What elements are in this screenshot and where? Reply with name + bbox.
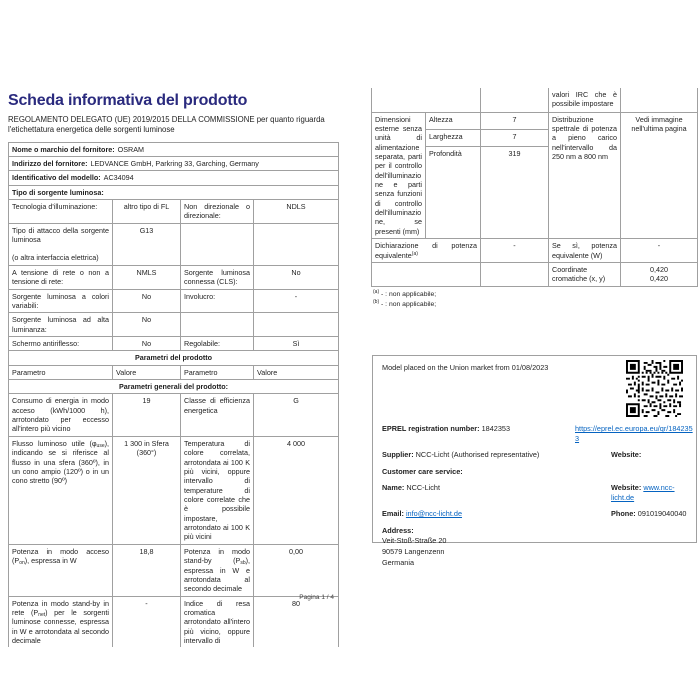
supplier-address-row xyxy=(9,156,339,170)
eprel-row xyxy=(382,424,693,443)
field-value: LEDVANCE GmbH, Parkring 33, Garching, Germany xyxy=(90,158,259,168)
param-value: altro tipo di FL xyxy=(113,200,181,224)
chromaticity-x: 0,420 xyxy=(650,264,668,274)
name-field xyxy=(382,483,575,492)
field-label: Email: xyxy=(382,509,404,519)
param-value: 80 xyxy=(254,596,339,647)
dimension-value: 7 xyxy=(481,112,549,129)
model-id-row xyxy=(9,171,339,185)
qr-code xyxy=(626,360,683,417)
footnote-marker: (a) xyxy=(373,288,380,295)
section-title: Parametri generali del prodotto: xyxy=(9,380,339,394)
address-block xyxy=(382,536,687,568)
param-value xyxy=(254,223,339,265)
field-value: NCC-Licht xyxy=(406,483,440,493)
param-value: No xyxy=(254,265,339,289)
supplier-field xyxy=(382,450,575,459)
param-value xyxy=(621,262,698,286)
label-text: Dichiarazione di potenza equivalente xyxy=(375,241,477,260)
param-value: G xyxy=(254,394,339,436)
customer-care-heading: Customer care service: xyxy=(382,466,463,476)
param-label-line: Tipo di attacco della sorgente luminosa xyxy=(12,225,109,245)
param-label xyxy=(9,544,113,596)
label-text: ), espressa in W xyxy=(24,556,77,566)
table-row xyxy=(9,596,339,647)
supplier-row xyxy=(382,450,687,459)
empty-cell xyxy=(426,163,481,239)
param-label: Coordinate cromatiche (x, y) xyxy=(549,262,621,286)
column-header: Valore xyxy=(254,365,339,379)
param-label: Temperatura di colore correlata, arrotondata ai 100 K più vicini, oppure intervallo di temperature di colore correlate che è possibile impostare, arrotondato ai 100 K più vicini xyxy=(181,436,254,544)
footnote xyxy=(373,300,697,311)
table-row xyxy=(372,239,698,263)
column-header: Parametro xyxy=(181,365,254,379)
label-text: Flusso luminoso utile (φ xyxy=(12,438,97,448)
param-label: Classe di efficienza energetica xyxy=(181,394,254,436)
empty-cell xyxy=(481,163,549,239)
param-label: A tensione di rete o non a tensione di rete: xyxy=(9,265,113,289)
field-label: EPREL registration number: xyxy=(382,424,480,434)
empty-cell xyxy=(621,88,698,112)
param-label: Non direzionale o direzionale: xyxy=(181,200,254,224)
table-row xyxy=(372,262,698,286)
subscript: net xyxy=(38,611,46,618)
footnote xyxy=(373,290,697,301)
empty-cell xyxy=(372,88,481,112)
param-label xyxy=(9,223,113,265)
page-number: Pagina 1 / 4 xyxy=(299,594,334,601)
eprel-link[interactable]: https://eprel.ec.europa.eu/qr/1842353 xyxy=(575,424,693,443)
field-label: Name: xyxy=(382,483,405,493)
eprel-registration xyxy=(382,424,575,433)
param-label: Distribuzione spettrale di potenza a pieno carico nell'intervallo da 250 nm a 800 nm xyxy=(549,112,621,239)
field-label: Phone: xyxy=(611,509,636,519)
market-info-box xyxy=(372,355,697,567)
regulation-line-2: l'etichettatura energetica delle sorgenti luminose xyxy=(8,125,175,135)
label-text: ), indicando se si riferisce al flusso in una sfera (360º), in un cono ampio (120º) o in un cono stretto (90º) xyxy=(12,438,109,486)
param-label xyxy=(181,313,254,337)
param-value: - xyxy=(621,239,698,263)
supplier-name-row xyxy=(9,142,339,156)
email-field xyxy=(382,509,575,518)
subscript: use xyxy=(96,442,105,449)
param-label: valori IRC che è possibile impostare xyxy=(549,88,621,112)
label-text: ), espressa in W e arrotondata al secondo decimale xyxy=(184,556,250,594)
email-link[interactable]: info@ncc-licht.de xyxy=(405,509,463,519)
param-value: Vedi immagine nell'ultima pagina xyxy=(621,112,698,239)
empty-cell xyxy=(372,262,481,286)
param-label: Schermo antiriflesso: xyxy=(9,336,113,350)
label-text: Potenza in modo stand-by (P xyxy=(184,546,250,566)
website-link[interactable]: www.ncc-licht.de xyxy=(611,483,675,502)
param-value: 4 000 xyxy=(254,436,339,544)
param-label xyxy=(181,223,254,265)
param-value: No xyxy=(113,289,181,313)
dimensions-row xyxy=(372,112,698,129)
footnote-text: - : non applicabile; xyxy=(381,290,437,298)
param-value: - xyxy=(254,289,339,313)
footnote-marker: (a) xyxy=(411,250,418,257)
param-value: NDLS xyxy=(254,200,339,224)
light-source-type-row xyxy=(9,185,339,199)
param-label: Sorgente luminosa ad alta luminanza: xyxy=(9,313,113,337)
product-info-table-continued xyxy=(371,88,698,287)
param-value: No xyxy=(113,336,181,350)
table-row xyxy=(9,289,339,313)
table-row xyxy=(9,436,339,544)
left-column xyxy=(8,92,338,647)
field-label: Website: xyxy=(611,483,642,493)
param-value: 1 300 in Sfera (360°) xyxy=(113,436,181,544)
label-text: Potenza in modo acceso (P xyxy=(12,546,109,566)
field-value: 091019040040 xyxy=(637,509,687,519)
subscript: on xyxy=(19,560,25,567)
right-column xyxy=(371,88,697,311)
market-placement-text: Model placed on the Union market from 01/08/2023 xyxy=(382,363,549,372)
param-label xyxy=(181,544,254,596)
regulation-subtitle xyxy=(8,115,338,136)
section-title: Parametri del prodotto xyxy=(9,351,339,365)
column-header: Parametro xyxy=(9,365,113,379)
field-label: Tipo di sorgente luminosa: xyxy=(12,187,104,197)
dimension-name: Profondità xyxy=(426,146,481,163)
field-value: 1842353 xyxy=(481,424,511,434)
dimension-value: 7 xyxy=(481,129,549,146)
address-line: Germania xyxy=(382,557,415,567)
param-label: Tecnologia d'illuminazione: xyxy=(9,200,113,224)
address-line: Veit-Stoß-Straße 20 xyxy=(382,536,447,546)
page-title: Scheda informativa del prodotto xyxy=(8,92,248,109)
dimension-value: 319 xyxy=(481,146,549,163)
chromaticity-y: 0,420 xyxy=(650,274,668,284)
email-row xyxy=(382,509,687,518)
table-row xyxy=(9,200,339,224)
product-info-table xyxy=(8,142,339,648)
field-label: Identificativo del modello: xyxy=(12,173,101,183)
column-header-row xyxy=(9,365,339,379)
column-header: Valore xyxy=(113,365,181,379)
param-value: - xyxy=(481,239,549,263)
field-label: Supplier: xyxy=(382,450,414,460)
param-label: Se sì, potenza equivalente (W) xyxy=(549,239,621,263)
param-label-line: (o altra interfaccia elettrica) xyxy=(12,253,99,263)
footnotes xyxy=(371,290,697,312)
address-heading: Address: xyxy=(382,525,414,535)
subscript: sb xyxy=(240,560,246,567)
field-label: Website: xyxy=(611,450,642,460)
param-value: 18,8 xyxy=(113,544,181,596)
address-line: 90579 Langenzenn xyxy=(382,546,445,556)
label-text: ) per le sorgenti luminose connesse, espressa in W e arrotondata al secondo decimale xyxy=(12,607,109,646)
empty-cell xyxy=(481,262,549,286)
field-label: Nome o marchio del fornitore: xyxy=(12,144,115,154)
param-label: Indice di resa cromatica arrotondato all'intero più vicino, oppure intervallo di xyxy=(181,596,254,647)
param-value: 19 xyxy=(113,394,181,436)
table-row xyxy=(9,223,339,265)
field-value: OSRAM xyxy=(117,144,144,154)
param-value: - xyxy=(113,596,181,647)
field-label: Indirizzo del fornitore: xyxy=(12,158,88,168)
name-row xyxy=(382,483,687,502)
section-header-row xyxy=(9,351,339,365)
param-value: NMLS xyxy=(113,265,181,289)
table-row xyxy=(9,336,339,350)
empty-cell xyxy=(481,88,549,112)
footnote-marker: (b) xyxy=(373,299,380,306)
param-label xyxy=(372,239,481,263)
regulation-line-1: REGOLAMENTO DELEGATO (UE) 2019/2015 DELLA COMMISSIONE per quanto riguarda xyxy=(8,115,325,124)
table-row xyxy=(9,394,339,436)
section-header-row xyxy=(9,380,339,394)
param-label xyxy=(9,596,113,647)
param-label: Dimensioni esterne senza unità di alimentazione separata, parti per il controllo dell'illuminazione e parti senza funzioni di controllo dell'illuminazione, se presenti (mm) xyxy=(372,112,426,239)
param-label: Sorgente luminosa a colori variabili: xyxy=(9,289,113,313)
label-text: Potenza in modo stand-by in rete (P xyxy=(12,598,109,617)
param-value: G13 xyxy=(113,223,181,265)
param-label: Involucro: xyxy=(181,289,254,313)
field-value: AC34094 xyxy=(103,173,134,183)
table-row xyxy=(372,88,698,112)
table-row xyxy=(9,313,339,337)
param-label: Regolabile: xyxy=(181,336,254,350)
param-label: Consumo di energia in modo acceso (kWh/1000 h), arrotondato per eccesso all'intero più vicino xyxy=(9,394,113,436)
param-value xyxy=(254,313,339,337)
table-row xyxy=(9,544,339,596)
param-value: 0,00 xyxy=(254,544,339,596)
param-label: Sorgente luminosa connessa (CLS): xyxy=(181,265,254,289)
table-row xyxy=(9,265,339,289)
param-value: Sì xyxy=(254,336,339,350)
param-label xyxy=(9,436,113,544)
field-value: NCC-Licht (Authorised representative) xyxy=(415,450,540,460)
param-value: No xyxy=(113,313,181,337)
footnote-text: - : non applicabile; xyxy=(381,301,437,309)
dimension-name: Larghezza xyxy=(426,129,481,146)
dimension-name: Altezza xyxy=(426,112,481,129)
